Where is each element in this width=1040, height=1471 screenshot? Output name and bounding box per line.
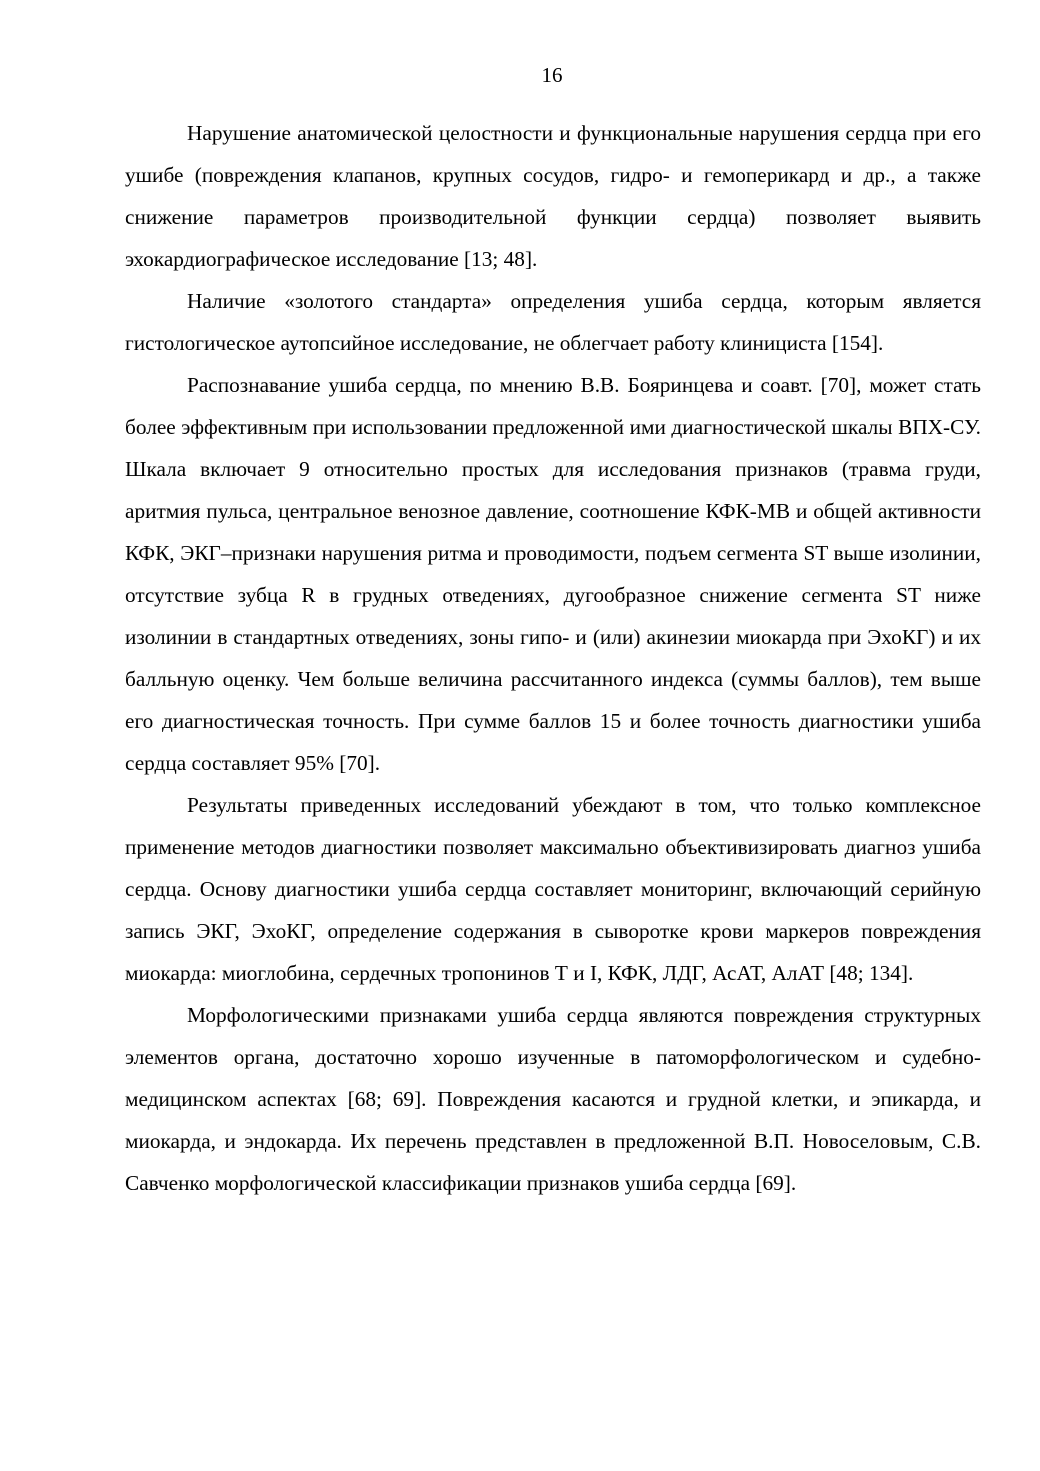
- paragraph-5: Морфологическими признаками ушиба сердца являются повреждения структурных элементов органа, достаточно хорошо изученные в патоморфологическом и судебно-медицинском аспектах [68; 69]. Повреждения касаются и грудной клетки, и эпикарда, и миокарда, и эндокарда. Их перечень представлен в предложенной В.П. Новоселовым, С.В. Савченко морфологической классификации признаков ушиба сердца [69].: [125, 1003, 981, 1195]
- paragraph-4: Результаты приведенных исследований убеждают в том, что только комплексное применение методов диагностики позволяет максимально объективизировать диагноз ушиба сердца. Основу диагностики ушиба сердца составляет мониторинг, включающий серийную запись ЭКГ, ЭхоКГ, определение содержания в сыворотке крови маркеров повреждения миокарда: миоглобина, сердечных тропонинов Т и I, КФК, ЛДГ, АсАТ, АлАТ [48; 134].: [125, 793, 981, 985]
- paragraph-1: Нарушение анатомической целостности и функциональные нарушения сердца при его ушибе (повреждения клапанов, крупных сосудов, гидро- и гемоперикард и др., а также снижение параметров производительной функции сердца) позволяет выявить эхокардиографическое исследование [13; 48].: [125, 121, 981, 271]
- page-number: 16: [541, 63, 563, 87]
- paragraph-2: Наличие «золотого стандарта» определения ушиба сердца, которым является гистологическое аутопсийное исследование, не облегчает работу клинициста [154].: [125, 289, 981, 355]
- paragraph-3: Распознавание ушиба сердца, по мнению В.В. Бояринцева и соавт. [70], может стать более эффективным при использовании предложенной ими диагностической шкалы ВПХ-СУ. Шкала включает 9 относительно простых для исследования признаков (травма груди, аритмия пульса, центральное венозное давление, соотношение КФК-МВ и общей активности КФК, ЭКГ–признаки нарушения ритма и проводимости, подъем сегмента ST выше изолинии, отсутствие зубца R в грудных отведениях, дугообразное снижение сегмента ST ниже изолинии в стандартных отведениях, зоны гипо- и (или) акинезии миокарда при ЭхоКГ) и их балльную оценку. Чем больше величина рассчитанного индекса (суммы баллов), тем выше его диагностическая точность. При сумме баллов 15 и более точность диагностики ушиба сердца составляет 95% [70].: [125, 373, 981, 775]
- document-body: [125, 112, 981, 1204]
